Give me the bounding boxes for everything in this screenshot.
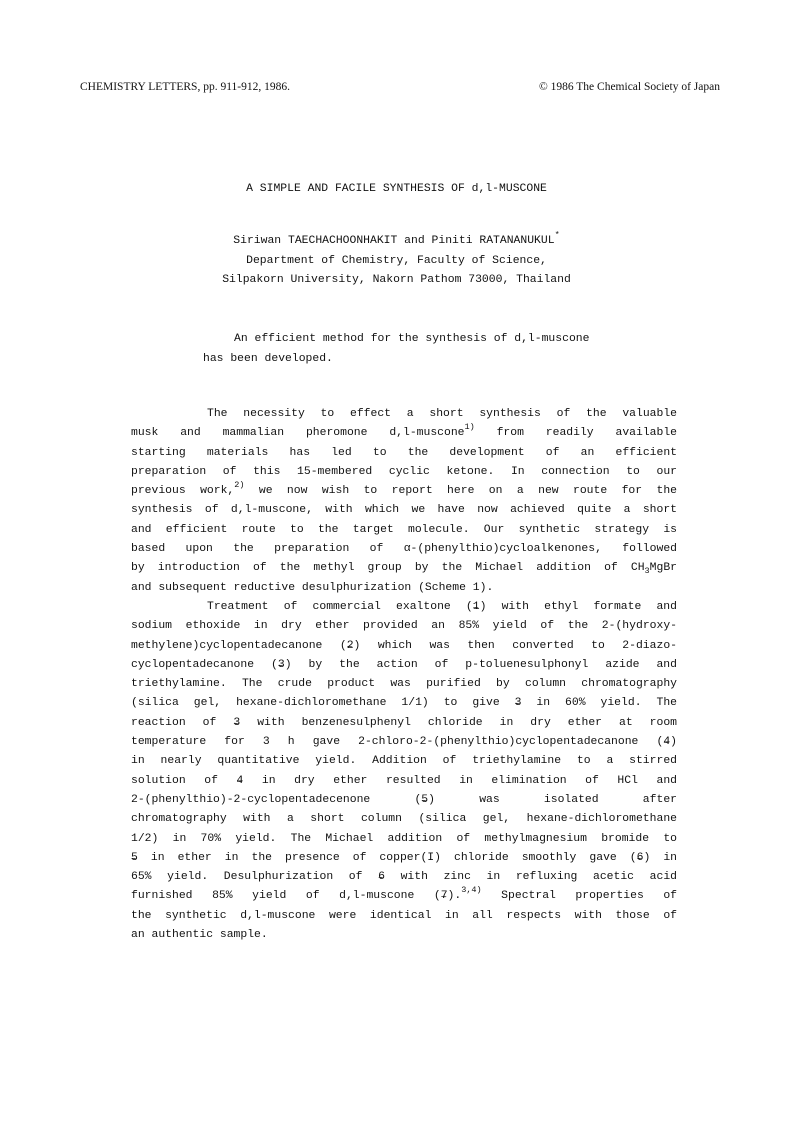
compound-number: 2 ~ [347,637,354,656]
body-line [131,926,677,945]
text-span: 65% yield. Desulphurization of [131,871,379,884]
text-span: ) was isolated after [428,793,677,806]
text-span: triethylamine. The crude product was purified by column chromatography [131,678,677,691]
compound-number: 5 ~ [131,849,138,868]
text-span: in ether in the presence of copper(I) chloride smoothly gave ( [137,851,637,864]
body-line [131,887,677,906]
body-line [131,694,677,713]
text-span: we now wish to report here on a new route for the [244,485,677,498]
author-block [0,232,793,291]
body-line [131,675,677,694]
body-line [131,810,677,829]
body-line [131,463,677,482]
body-line [131,868,677,887]
body-line [131,501,677,520]
body-line [131,540,677,559]
text-span: and subsequent reductive desulphurization (Scheme 1). [131,581,494,594]
body-line [131,521,677,540]
body-line [131,772,677,791]
body-line [131,791,677,810]
text-span: preparation of this 15-membered cyclic ketone. In connection to our [131,465,677,478]
text-span: temperature for 3 h gave 2-chloro-2-(phenylthio)cyclopentadecanone ( [131,736,664,749]
text-span: with benzenesulphenyl chloride in dry ether at room [240,716,678,729]
copyright-notice: © 1986 The Chemical Society of Japan [539,81,720,93]
compound-number: 6 ~ [378,868,385,887]
reference-marker: 3,4) [461,885,482,896]
body-line [131,637,677,656]
text-span: previous work, [131,485,235,498]
body-line [131,617,677,636]
body-line [131,424,677,443]
body-text [131,405,677,945]
text-span: with zinc in refluxing acetic acid [384,871,677,884]
body-line [131,752,677,771]
text-span: synthesis of d,l-muscone, with which we have now achieved quite a short [131,504,677,517]
compound-number: 3 ~ [515,694,522,713]
affiliation-line: Department of Chemistry, Faculty of Science, [246,254,547,267]
compound-number: 7 ~ [441,887,448,906]
corresponding-author-mark: * [554,230,560,240]
body-line [131,714,677,733]
text-span: an authentic sample. [131,929,268,942]
abstract-line: has been developed. [203,352,333,365]
text-span: 1/2) in 70% yield. The Michael addition of methylmagnesium bromide to [131,832,677,845]
text-span: the synthetic d,l-muscone were identical in all respects with those of [131,909,677,922]
text-span: sodium ethoxide in dry ether provided an 85% yield of the 2-(hydroxy- [131,620,677,633]
author-names-text: Siriwan TAECHACHOONHAKIT and Piniti RATANANUKUL [233,235,555,247]
text-span: chromatography with a short column (silica gel, hexane-dichloromethane [131,813,677,826]
text-span: musk and mammalian pheromone d,l-muscone [131,427,465,440]
text-span: cyclopentadecanone ( [131,658,278,671]
text-span: furnished 85% yield of d,l-muscone ( [131,890,441,903]
running-header [80,81,720,99]
text-span: in 60% yield. The [521,697,677,710]
text-span: reaction of [131,716,234,729]
reference-marker: 1) [464,422,475,433]
compound-number: 1 ~ [473,598,480,617]
reference-marker: 2) [234,480,245,491]
paper-title: A SIMPLE AND FACILE SYNTHESIS OF d,l-MUSCONE [246,183,547,195]
abstract [203,330,589,369]
text-span: methylene)cyclopentadecanone ( [131,639,347,652]
text-span: Treatment of commercial exaltone ( [207,600,473,613]
compound-number: 5 ~ [421,791,428,810]
compound-number: 3 ~ [233,714,240,733]
body-line [131,656,677,675]
body-line [131,559,677,578]
text-span: in dry ether resulted in elimination of HCl and [243,774,677,787]
body-line [131,598,677,617]
text-span: ) with ethyl formate and [479,600,677,613]
compound-number: 4 ~ [236,772,243,791]
text-span: from readily available [474,427,678,440]
text-span: based upon the preparation of α-(phenylthio)cycloalkenones, followed [131,543,677,556]
compound-number: 6 ~ [637,849,644,868]
author-names [0,232,793,252]
body-line [131,444,677,463]
body-line [131,579,677,598]
text-span: ) by the action of p-toluenesulphonyl azide and [284,658,677,671]
text-span: by introduction of the methyl group by the Michael addition of CH [131,562,645,575]
affiliation-line: Silpakorn University, Nakorn Pathom 73000, Thailand [222,274,571,286]
body-line [131,907,677,926]
text-span: ) in [643,851,678,864]
abstract-line: An efficient method for the synthesis of d,l-muscone [234,333,590,345]
body-line [131,482,677,501]
text-span: MgBr [649,562,677,575]
text-span: ). [447,890,462,903]
body-line [131,849,677,868]
text-span: solution of [131,774,237,787]
compound-number: 4 ~ [663,733,670,752]
text-span: 2-(phenylthio)-2-cyclopentadecenone ( [131,793,422,806]
body-line [131,830,677,849]
subscript: 3 [644,566,650,577]
body-line [131,405,677,424]
text-span: in nearly quantitative yield. Addition of triethylamine to a stirred [131,755,677,768]
text-span: and efficient route to the target molecule. Our synthetic strategy is [131,523,677,536]
text-span: Spectral properties of [481,890,678,903]
text-span: starting materials has led to the development of an efficient [131,446,677,459]
text-span: ) [670,736,677,749]
compound-number: 3 ~ [278,656,285,675]
journal-citation: CHEMISTRY LETTERS, pp. 911-912, 1986. [80,81,290,93]
text-span: ) which was then converted to 2-diazo- [353,639,677,652]
body-line [131,733,677,752]
text-span: (silica gel, hexane-dichloromethane 1/1) to give [131,697,515,710]
text-span: The necessity to effect a short synthesis of the valuable [207,408,677,420]
